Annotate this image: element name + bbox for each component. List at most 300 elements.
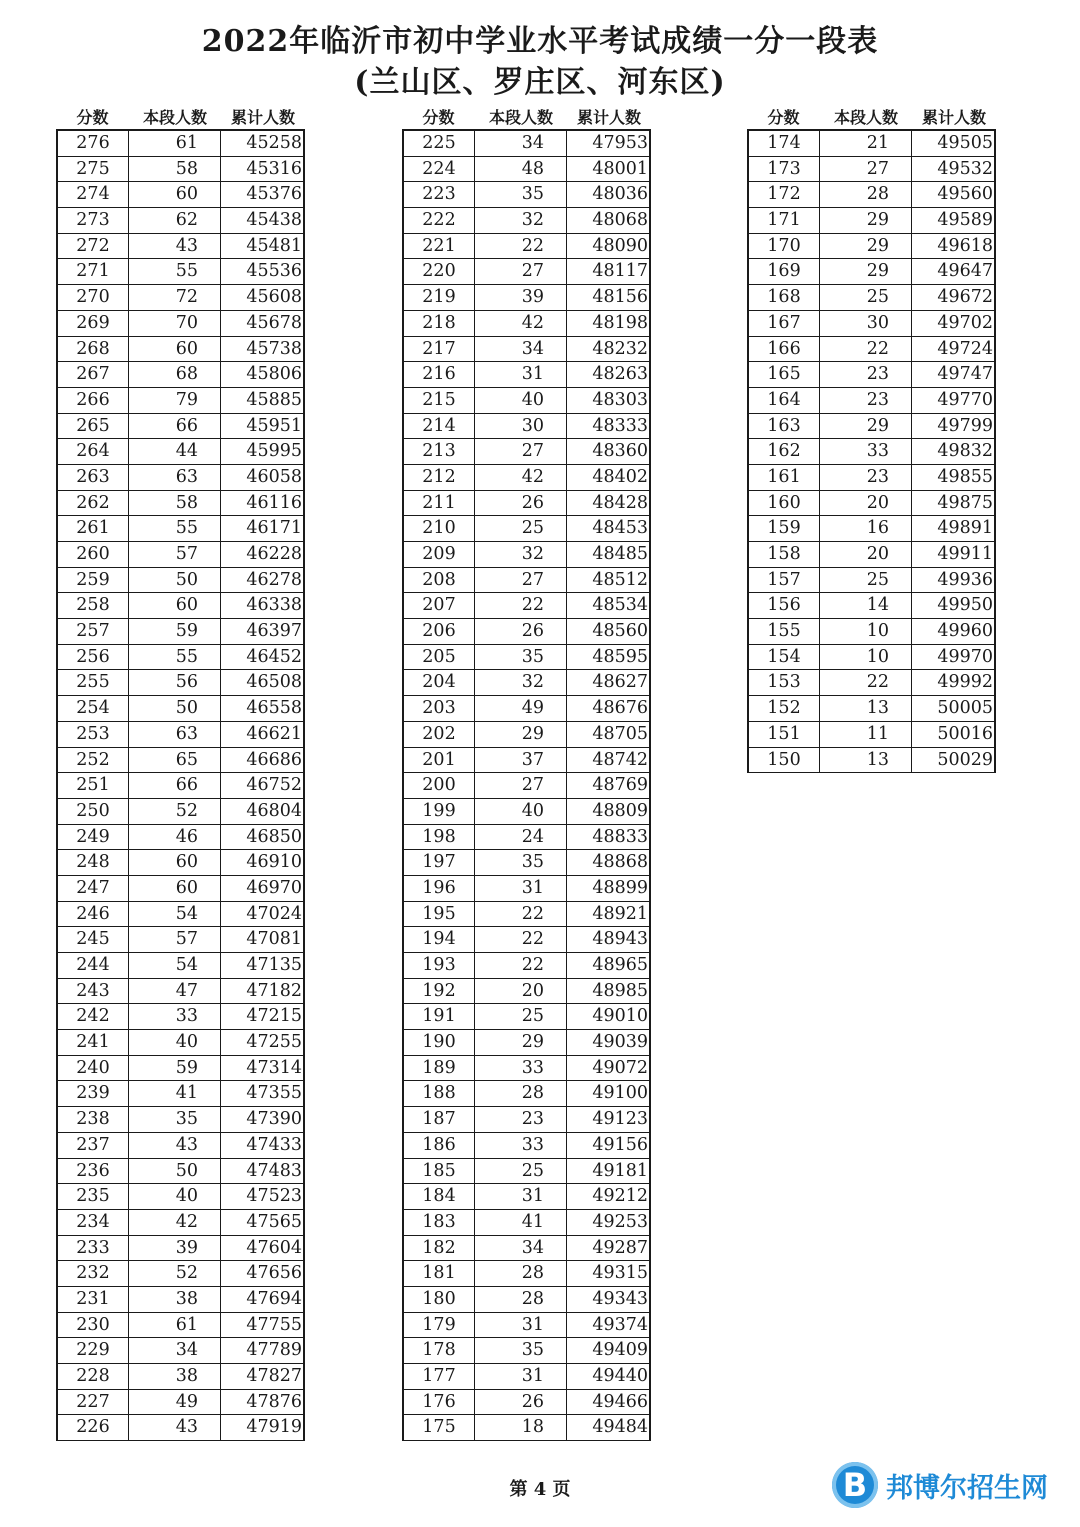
cell-cumulative-count: 47255	[246, 1032, 302, 1053]
cell-score: 224	[404, 157, 475, 182]
cell-cumulative-count: 48512	[592, 569, 648, 590]
cell-segment-count: 11	[820, 722, 912, 747]
cell-segment-count: 37	[475, 748, 567, 773]
cell-score: 161	[749, 465, 820, 490]
cell-cumulative-count: 49672	[937, 287, 993, 308]
cell-segment-count: 49	[475, 696, 567, 721]
table-row	[402, 748, 651, 774]
cell-segment-count: 20	[820, 491, 912, 516]
cell-cumulative-count: 46910	[246, 852, 302, 873]
cell-score: 156	[749, 593, 820, 618]
cell-cumulative-count: 49532	[937, 158, 993, 179]
cell-segment-count: 33	[129, 1004, 221, 1029]
cell-score: 259	[58, 568, 129, 593]
table-row	[56, 927, 305, 953]
cell-cumulative-count: 48560	[592, 621, 648, 642]
cell-segment-count: 30	[820, 311, 912, 336]
table-row	[402, 1184, 651, 1210]
cell-score: 229	[58, 1338, 129, 1363]
cell-segment-count: 29	[475, 1030, 567, 1055]
table-row	[402, 208, 651, 234]
cell-cumulative-count: 48833	[592, 826, 648, 847]
table-row	[402, 593, 651, 619]
table-row	[402, 722, 651, 748]
cell-cumulative-count: 45738	[246, 338, 302, 359]
cell-segment-count: 61	[129, 1313, 221, 1338]
table-row	[56, 208, 305, 234]
cell-segment-count: 31	[475, 1313, 567, 1338]
cell-cumulative-count: 48263	[592, 364, 648, 385]
cell-score: 240	[58, 1056, 129, 1081]
cell-segment-count: 10	[820, 619, 912, 644]
cell-cumulative-count: 49440	[592, 1366, 648, 1386]
table-row	[56, 748, 305, 774]
cell-score: 244	[58, 953, 129, 978]
table-row	[747, 645, 996, 671]
cell-segment-count: 28	[820, 182, 912, 207]
cell-segment-count: 48	[475, 157, 567, 182]
cell-cumulative-count: 45438	[246, 210, 302, 231]
cell-segment-count: 59	[129, 1056, 221, 1081]
table-row	[747, 259, 996, 285]
table-row	[56, 850, 305, 876]
cell-score: 238	[58, 1107, 129, 1132]
cell-segment-count: 33	[820, 439, 912, 464]
cell-score: 199	[404, 799, 475, 824]
cell-cumulative-count: 47024	[246, 903, 302, 924]
table-row	[402, 799, 651, 825]
page-title: 2022年临沂市初中学业水平考试成绩一分一段表	[201, 24, 879, 59]
cell-cumulative-count: 45951	[246, 415, 302, 436]
cell-score: 164	[749, 388, 820, 413]
cell-score: 245	[58, 927, 129, 952]
table-row	[747, 516, 996, 542]
cell-cumulative-count: 49409	[592, 1340, 648, 1361]
table-row	[747, 465, 996, 491]
cell-segment-count: 35	[475, 645, 567, 670]
table-row	[56, 1056, 305, 1082]
cell-segment-count: 47	[129, 979, 221, 1004]
table-row	[402, 850, 651, 876]
table-row	[402, 491, 651, 517]
table-row	[747, 234, 996, 260]
cell-score: 183	[404, 1210, 475, 1235]
cell-score: 263	[58, 465, 129, 490]
table-row	[402, 696, 651, 722]
cell-segment-count: 63	[129, 465, 221, 490]
table-row	[747, 131, 996, 157]
cell-segment-count: 42	[475, 465, 567, 490]
cell-cumulative-count: 46508	[246, 672, 302, 693]
cell-score: 247	[58, 876, 129, 901]
cell-cumulative-count: 45316	[246, 158, 302, 179]
cell-score: 173	[749, 157, 820, 182]
cell-segment-count: 27	[475, 773, 567, 798]
table-row	[402, 1236, 651, 1262]
table-row	[402, 1030, 651, 1056]
cell-score: 185	[404, 1159, 475, 1184]
table-row	[56, 182, 305, 208]
cell-score: 184	[404, 1184, 475, 1209]
cell-score: 268	[58, 337, 129, 362]
cell-cumulative-count: 49647	[937, 261, 993, 282]
cell-cumulative-count: 47390	[246, 1109, 302, 1130]
table-row	[402, 645, 651, 671]
table-row	[402, 157, 651, 183]
cell-segment-count: 34	[129, 1338, 221, 1363]
cell-cumulative-count: 46278	[246, 569, 302, 590]
cell-score: 203	[404, 696, 475, 721]
cell-segment-count: 41	[475, 1210, 567, 1235]
cell-segment-count: 24	[475, 825, 567, 850]
cell-cumulative-count: 48534	[592, 595, 648, 616]
cell-segment-count: 41	[129, 1081, 221, 1106]
table-row	[747, 439, 996, 465]
table-row	[747, 285, 996, 311]
table-row	[402, 1159, 651, 1185]
cell-segment-count: 54	[129, 953, 221, 978]
table-row	[56, 311, 305, 337]
cell-cumulative-count: 47483	[246, 1160, 302, 1181]
cell-cumulative-count: 47182	[246, 980, 302, 1001]
table-row	[402, 1390, 651, 1416]
cell-cumulative-count: 48090	[592, 235, 648, 256]
cell-cumulative-count: 47433	[246, 1134, 302, 1155]
cell-score: 236	[58, 1159, 129, 1184]
table-row	[56, 722, 305, 748]
cell-cumulative-count: 47827	[246, 1366, 302, 1386]
cell-cumulative-count: 49123	[592, 1109, 648, 1130]
cell-score: 198	[404, 825, 475, 850]
cell-cumulative-count: 45258	[246, 133, 302, 153]
cell-segment-count: 43	[129, 234, 221, 259]
table-row	[56, 516, 305, 542]
cell-cumulative-count: 47081	[246, 929, 302, 950]
cell-cumulative-count: 47755	[246, 1314, 302, 1335]
cell-score: 241	[58, 1030, 129, 1055]
cell-cumulative-count: 46970	[246, 877, 302, 898]
table-row	[402, 927, 651, 953]
cell-segment-count: 22	[475, 927, 567, 952]
cell-score: 188	[404, 1081, 475, 1106]
cell-segment-count: 23	[820, 465, 912, 490]
cell-score: 210	[404, 516, 475, 541]
cell-segment-count: 34	[475, 1236, 567, 1261]
cell-cumulative-count: 49100	[592, 1083, 648, 1104]
cell-cumulative-count: 49891	[937, 518, 993, 539]
cell-cumulative-count: 46804	[246, 800, 302, 821]
cell-segment-count: 46	[129, 825, 221, 850]
cell-score: 242	[58, 1004, 129, 1029]
cell-segment-count: 43	[129, 1415, 221, 1440]
table-row	[56, 670, 305, 696]
cell-score: 225	[404, 131, 475, 156]
cell-segment-count: 25	[820, 285, 912, 310]
table-row	[402, 1364, 651, 1390]
table-row	[56, 1081, 305, 1107]
table-row	[402, 1081, 651, 1107]
cell-cumulative-count: 49156	[592, 1134, 648, 1155]
cell-cumulative-count: 49950	[937, 595, 993, 616]
cell-score: 256	[58, 645, 129, 670]
cell-score: 274	[58, 182, 129, 207]
cell-cumulative-count: 48117	[592, 261, 648, 282]
table-row	[402, 337, 651, 363]
cell-cumulative-count: 47789	[246, 1340, 302, 1361]
cell-score: 213	[404, 439, 475, 464]
cell-cumulative-count: 49936	[937, 569, 993, 590]
cell-segment-count: 60	[129, 182, 221, 207]
cell-cumulative-count: 47314	[246, 1057, 302, 1078]
cell-cumulative-count: 48809	[592, 800, 648, 821]
cell-cumulative-count: 48595	[592, 646, 648, 667]
table-row	[56, 414, 305, 440]
cell-cumulative-count: 48333	[592, 415, 648, 436]
table-row	[402, 1210, 651, 1236]
cell-segment-count: 28	[475, 1287, 567, 1312]
table-row	[56, 1261, 305, 1287]
table-row	[747, 182, 996, 208]
cell-score: 179	[404, 1313, 475, 1338]
cell-score: 155	[749, 619, 820, 644]
cell-score: 228	[58, 1364, 129, 1389]
cell-score: 152	[749, 696, 820, 721]
cell-cumulative-count: 47656	[246, 1263, 302, 1284]
cell-segment-count: 49	[129, 1390, 221, 1415]
page-number: 第 4 页	[509, 1479, 571, 1500]
cell-cumulative-count: 49343	[592, 1288, 648, 1309]
cell-segment-count: 35	[129, 1107, 221, 1132]
cell-score: 167	[749, 311, 820, 336]
cell-segment-count: 25	[820, 568, 912, 593]
cell-segment-count: 28	[475, 1261, 567, 1286]
cell-score: 219	[404, 285, 475, 310]
cell-cumulative-count: 49724	[937, 338, 993, 359]
cell-score: 201	[404, 748, 475, 773]
cell-cumulative-count: 48402	[592, 466, 648, 487]
table-row	[747, 414, 996, 440]
cell-segment-count: 28	[475, 1081, 567, 1106]
cell-segment-count: 65	[129, 748, 221, 773]
cell-segment-count: 33	[475, 1133, 567, 1158]
cell-score: 186	[404, 1133, 475, 1158]
cell-score: 231	[58, 1287, 129, 1312]
cell-cumulative-count: 46558	[246, 698, 302, 719]
cell-segment-count: 22	[820, 337, 912, 362]
cell-score: 243	[58, 979, 129, 1004]
cell-cumulative-count: 49875	[937, 492, 993, 513]
cell-segment-count: 40	[475, 799, 567, 824]
header-score: 分数	[422, 108, 455, 127]
cell-cumulative-count: 45536	[246, 261, 302, 282]
cell-cumulative-count: 50016	[937, 723, 993, 744]
cell-segment-count: 66	[129, 414, 221, 439]
cell-cumulative-count: 48360	[592, 441, 648, 462]
cell-score: 207	[404, 593, 475, 618]
cell-cumulative-count: 48868	[592, 852, 648, 873]
cell-segment-count: 29	[475, 722, 567, 747]
table-row	[402, 1004, 651, 1030]
cell-cumulative-count: 47135	[246, 955, 302, 975]
cell-score: 206	[404, 619, 475, 644]
cell-cumulative-count: 46228	[246, 544, 302, 564]
cell-cumulative-count: 45885	[246, 389, 302, 410]
cell-segment-count: 59	[129, 619, 221, 644]
cell-score: 233	[58, 1236, 129, 1261]
cell-score: 226	[58, 1415, 129, 1440]
table-row	[56, 953, 305, 979]
cell-score: 178	[404, 1338, 475, 1363]
table-row	[402, 1415, 651, 1441]
table-body	[747, 129, 996, 773]
table-row	[56, 285, 305, 311]
cell-score: 150	[749, 748, 820, 773]
cell-cumulative-count: 47565	[246, 1211, 302, 1232]
cell-segment-count: 31	[475, 362, 567, 387]
cell-score: 200	[404, 773, 475, 798]
cell-score: 261	[58, 516, 129, 541]
table-row	[56, 1338, 305, 1364]
cell-segment-count: 52	[129, 799, 221, 824]
cell-cumulative-count: 46686	[246, 749, 302, 770]
cell-segment-count: 50	[129, 568, 221, 593]
cell-cumulative-count: 48921	[592, 903, 648, 924]
table-row	[402, 234, 651, 260]
cell-score: 189	[404, 1056, 475, 1081]
cell-segment-count: 40	[129, 1030, 221, 1055]
cell-cumulative-count: 49287	[592, 1237, 648, 1258]
cell-score: 218	[404, 311, 475, 336]
table-row	[56, 568, 305, 594]
table-row	[402, 773, 651, 799]
cell-score: 252	[58, 748, 129, 773]
cell-segment-count: 16	[820, 516, 912, 541]
table-row	[402, 182, 651, 208]
score-table-column-2	[402, 107, 651, 1441]
cell-cumulative-count: 49253	[592, 1211, 648, 1232]
table-row	[56, 362, 305, 388]
cell-cumulative-count: 45678	[246, 312, 302, 333]
cell-cumulative-count: 49855	[937, 466, 993, 487]
cell-segment-count: 39	[475, 285, 567, 310]
cell-score: 265	[58, 414, 129, 439]
cell-segment-count: 25	[475, 1159, 567, 1184]
cell-score: 235	[58, 1184, 129, 1209]
cell-cumulative-count: 47523	[246, 1186, 302, 1207]
cell-segment-count: 10	[820, 645, 912, 670]
cell-segment-count: 25	[475, 516, 567, 541]
table-row	[402, 670, 651, 696]
cell-segment-count: 31	[475, 1364, 567, 1389]
cell-score: 212	[404, 465, 475, 490]
table-row	[402, 1261, 651, 1287]
cell-cumulative-count: 49560	[937, 184, 993, 205]
cell-cumulative-count: 46621	[246, 723, 302, 744]
cell-score: 258	[58, 593, 129, 618]
cell-score: 172	[749, 182, 820, 207]
cell-score: 234	[58, 1210, 129, 1235]
table-row	[402, 311, 651, 337]
table-row	[402, 825, 651, 851]
cell-score: 202	[404, 722, 475, 747]
cell-score: 239	[58, 1081, 129, 1106]
cell-segment-count: 34	[475, 337, 567, 362]
table-row	[56, 696, 305, 722]
table-row	[56, 773, 305, 799]
table-row	[56, 1287, 305, 1313]
cell-cumulative-count: 46171	[246, 518, 302, 539]
cell-score: 230	[58, 1313, 129, 1338]
cell-score: 222	[404, 208, 475, 233]
cell-score: 182	[404, 1236, 475, 1261]
cell-segment-count: 68	[129, 362, 221, 387]
cell-segment-count: 23	[820, 388, 912, 413]
table-row	[56, 619, 305, 645]
cell-segment-count: 31	[475, 1184, 567, 1209]
cell-segment-count: 22	[475, 953, 567, 978]
cell-cumulative-count: 49010	[592, 1006, 648, 1027]
cell-segment-count: 63	[129, 722, 221, 747]
cell-cumulative-count: 49315	[592, 1263, 648, 1284]
cell-score: 180	[404, 1287, 475, 1312]
table-row	[56, 131, 305, 157]
cell-segment-count: 20	[475, 979, 567, 1004]
cell-segment-count: 50	[129, 1159, 221, 1184]
cell-score: 153	[749, 670, 820, 695]
cell-score: 151	[749, 722, 820, 747]
header-cumulative-count: 累计人数	[576, 108, 641, 127]
cell-cumulative-count: 49466	[592, 1391, 648, 1412]
cell-score: 158	[749, 542, 820, 567]
cell-cumulative-count: 49960	[937, 621, 993, 642]
cell-segment-count: 25	[475, 1004, 567, 1029]
table-row	[56, 465, 305, 491]
table-row	[56, 439, 305, 465]
cell-cumulative-count: 46116	[246, 492, 302, 513]
table-header	[747, 107, 996, 129]
cell-score: 216	[404, 362, 475, 387]
cell-cumulative-count: 45608	[246, 287, 302, 308]
cell-segment-count: 27	[475, 439, 567, 464]
cell-segment-count: 13	[820, 748, 912, 773]
table-row	[402, 902, 651, 928]
cell-cumulative-count: 46452	[246, 646, 302, 667]
cell-score: 255	[58, 670, 129, 695]
table-row	[747, 722, 996, 748]
cell-score: 266	[58, 388, 129, 413]
cell-score: 166	[749, 337, 820, 362]
cell-score: 271	[58, 259, 129, 284]
cell-score: 270	[58, 285, 129, 310]
cell-segment-count: 14	[820, 593, 912, 618]
cell-cumulative-count: 47215	[246, 1006, 302, 1027]
table-row	[402, 516, 651, 542]
cell-cumulative-count: 46397	[246, 621, 302, 642]
cell-cumulative-count: 45481	[246, 235, 302, 256]
cell-segment-count: 58	[129, 157, 221, 182]
cell-segment-count: 55	[129, 516, 221, 541]
cell-segment-count: 66	[129, 773, 221, 798]
cell-score: 209	[404, 542, 475, 567]
table-row	[747, 542, 996, 568]
cell-score: 162	[749, 439, 820, 464]
cell-score: 171	[749, 208, 820, 233]
table-row	[56, 1364, 305, 1390]
header-score: 分数	[767, 108, 800, 127]
cell-segment-count: 26	[475, 1390, 567, 1415]
table-header	[56, 107, 305, 129]
cell-segment-count: 58	[129, 491, 221, 516]
